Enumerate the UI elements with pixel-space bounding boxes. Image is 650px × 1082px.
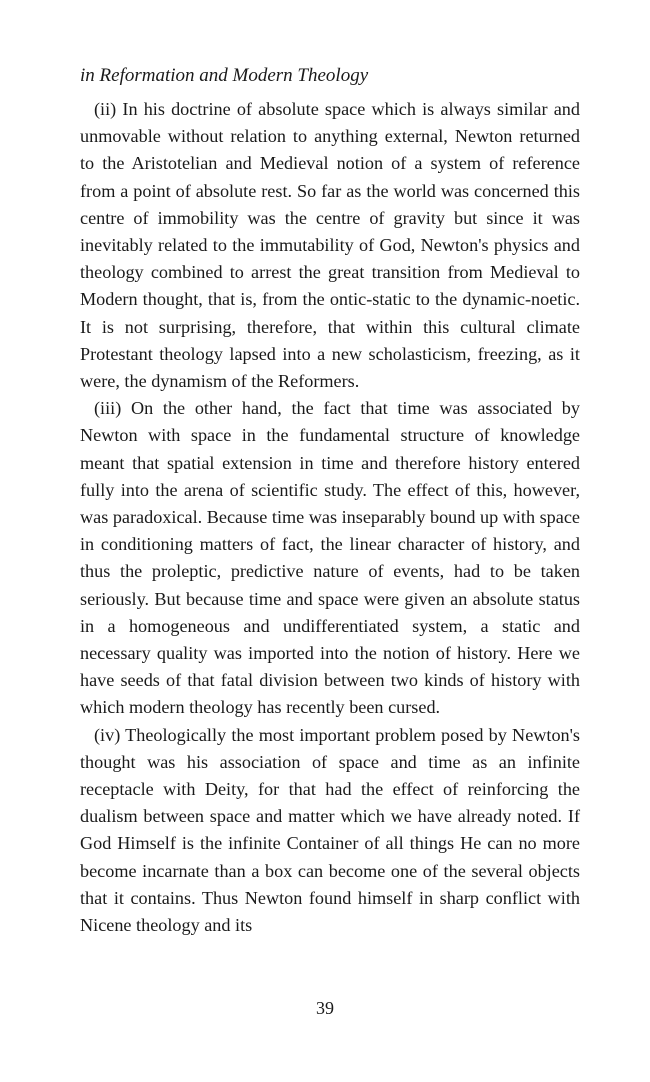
page-number: 39 xyxy=(316,998,334,1018)
running-head: in Reformation and Modern Theology xyxy=(80,65,369,86)
page-body xyxy=(80,62,580,939)
paragraph-iii: (iii) On the other hand, the fact that time was associated by Newton with space in the fundamental structure of knowledge meant that spatial extension in time and therefore history entered fully into the arena of scientific study. The effect of this, however, was paradoxical. Because time was inseparably bound up with space in conditioning matters of fact, the linear character of history, and thus the proleptic, predictive nature of events, had to be taken seriously. But because time and space were given an absolute status in a homogeneous and undifferentiated system, a static and necessary quality was imported into the notion of history. Here we have seeds of that fatal division between two kinds of history with which modern theology has recently been cursed. xyxy=(80,398,580,718)
paragraph-ii: (ii) In his doctrine of absolute space which is always similar and unmovable without relation to anything external, Newton returned to the Aristotelian and Medieval notion of a system of reference from a point of absolute rest. So far as the world was concerned this centre of immobility was the centre of gravity but since it was inevitably related to the immutability of God, Newton's physics and theology combined to arrest the great transition from Medieval to Modern thought, that is, from the ontic-static to the dynamic-noetic. It is not surprising, therefore, that within this cultural climate Protestant theology lapsed into a new scholasticism, freezing, as it were, the dynamism of the Reformers. xyxy=(80,99,580,392)
paragraph-iv: (iv) Theologically the most important problem posed by Newton's thought was his association of space and time as an infinite receptacle with Deity, for that had the effect of reinforcing the dualism between space and matter which we have already noted. If God Himself is the infinite Container of all things He can no more become incarnate than a box can become one of the several objects that it contains. Thus Newton found himself in sharp conflict with Nicene theology and its xyxy=(80,724,580,936)
